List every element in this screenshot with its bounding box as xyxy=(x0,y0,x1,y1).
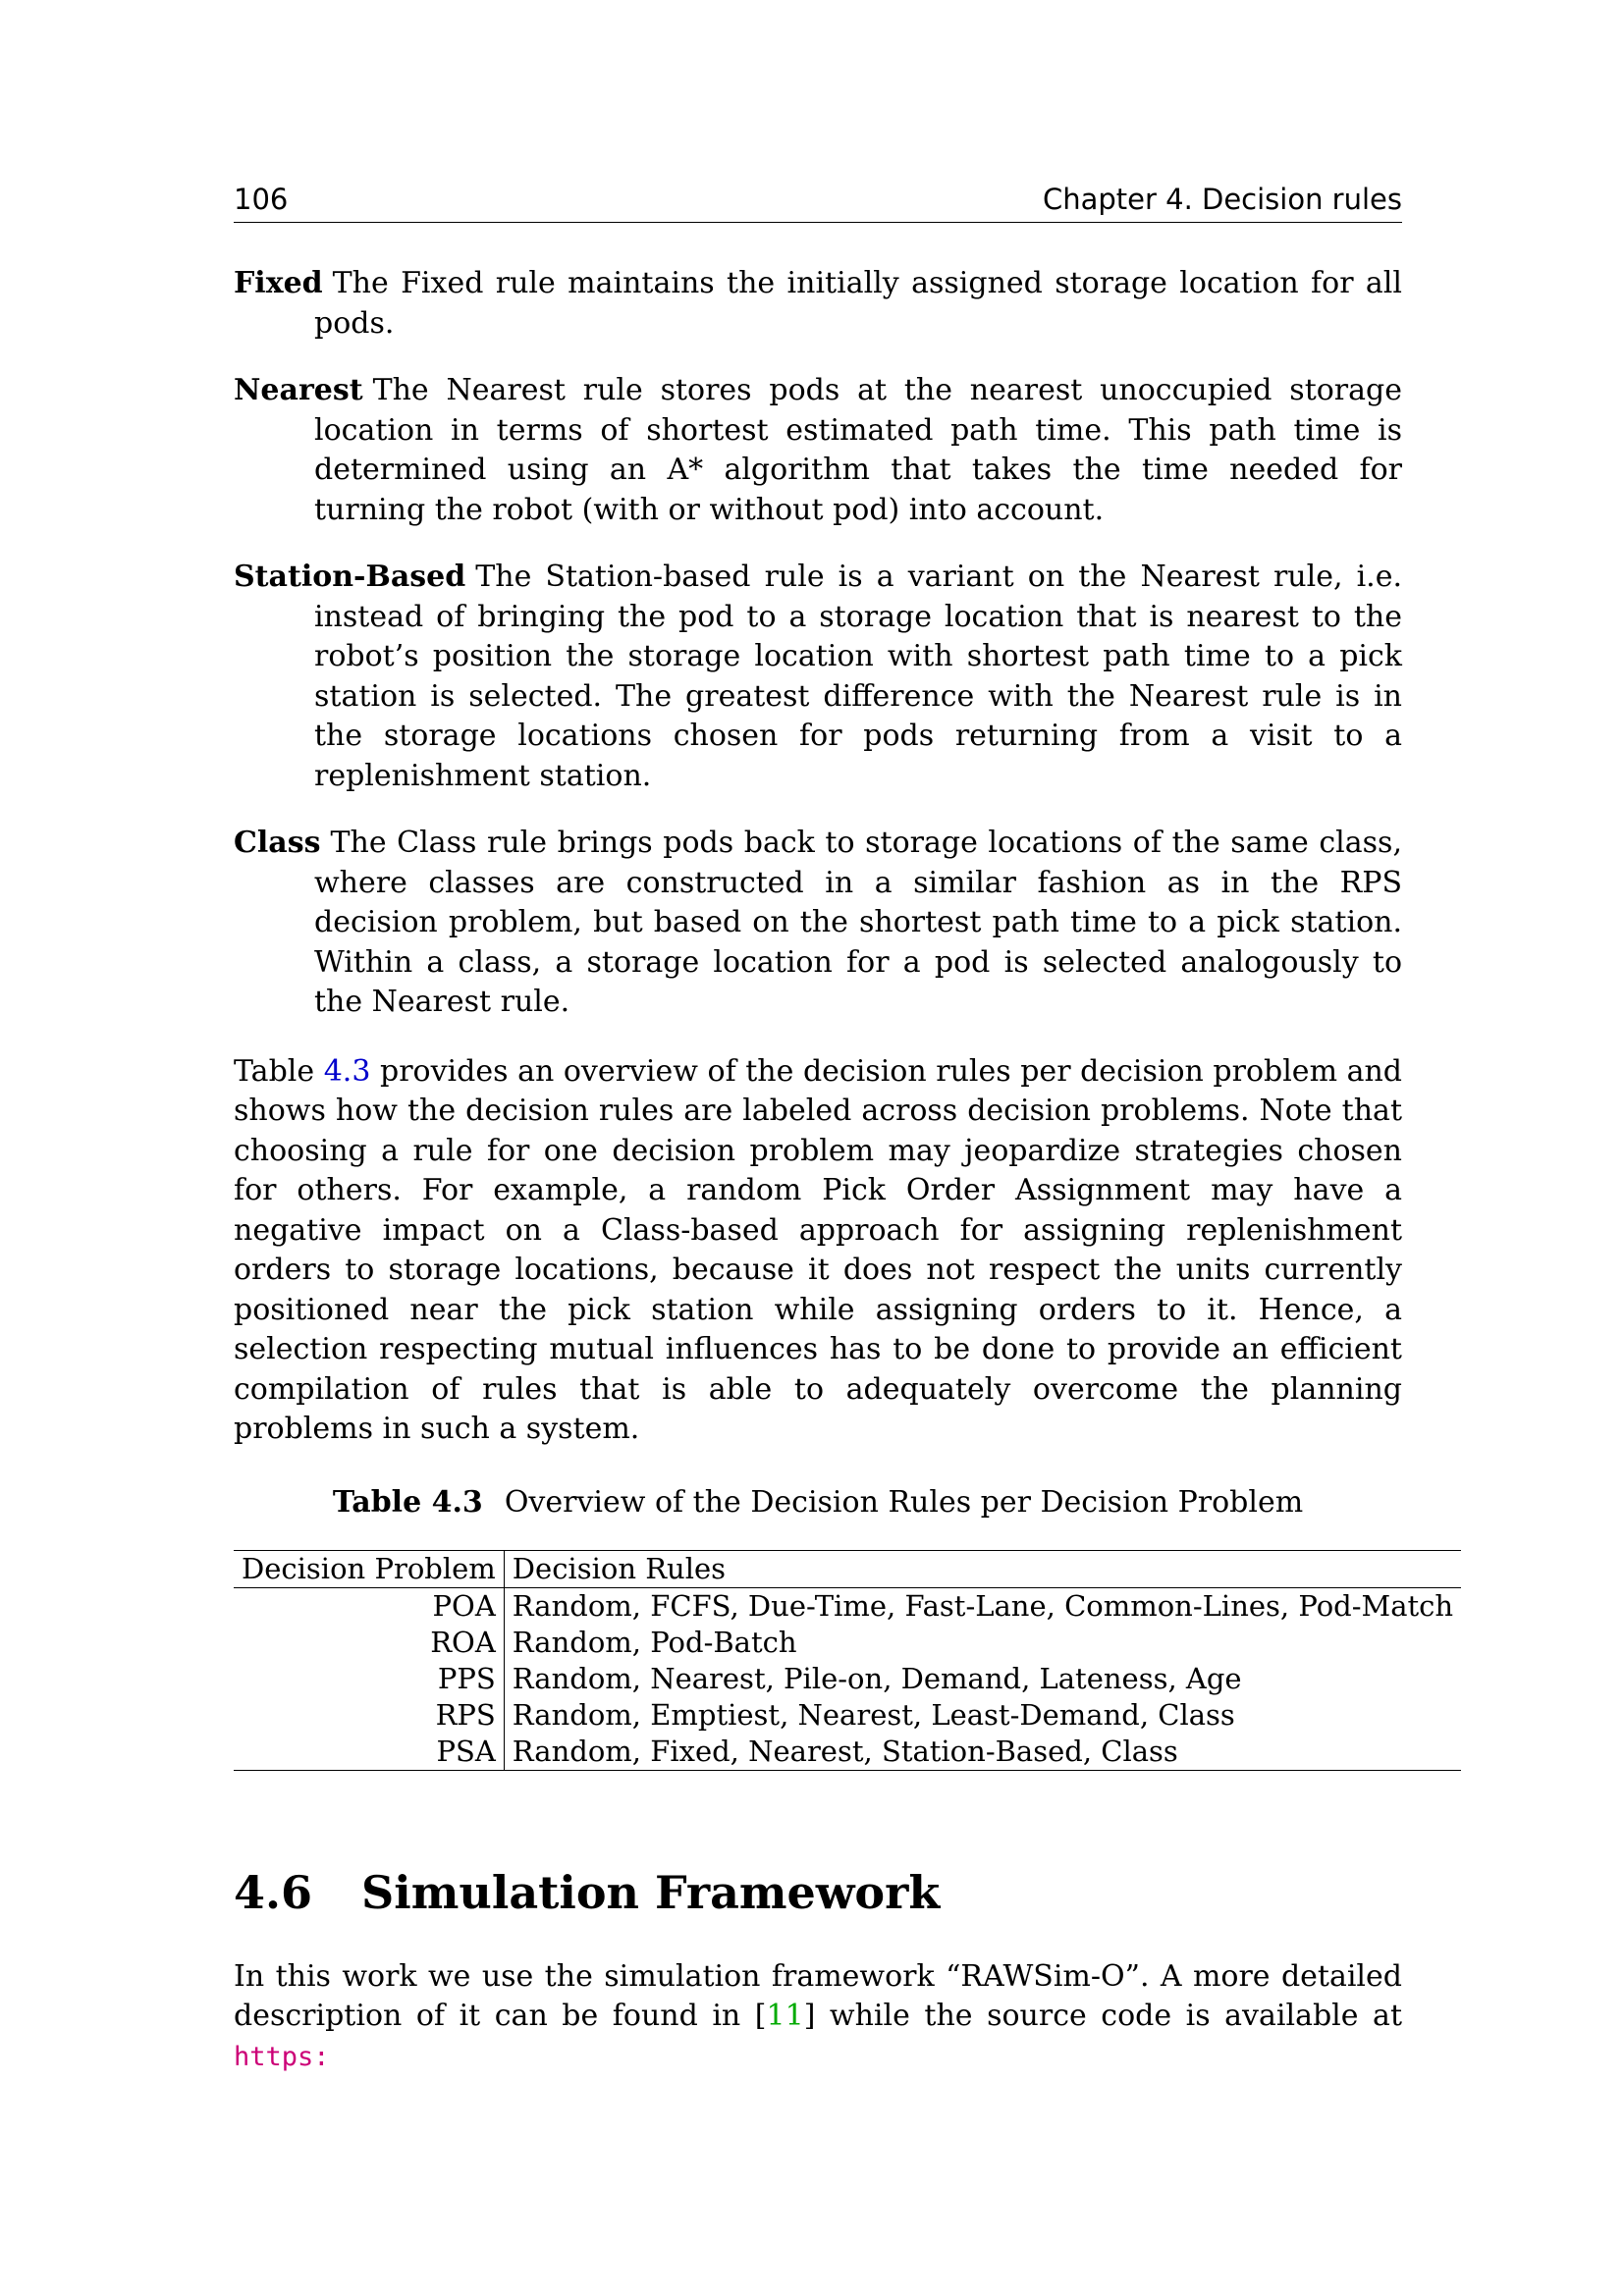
page xyxy=(234,183,1454,2107)
running-header xyxy=(234,183,1402,223)
definition-term: Station-Based xyxy=(234,560,466,594)
table-header-row xyxy=(234,1550,1461,1587)
problem-cell: ROA xyxy=(234,1625,504,1661)
definition-class xyxy=(234,824,1402,1023)
definition-nearest xyxy=(234,371,1402,530)
section-title: Simulation Framework xyxy=(361,1865,941,1919)
definition-term: Nearest xyxy=(234,373,363,407)
table-caption-text: Overview of the Decision Rules per Decision Problem xyxy=(504,1484,1304,1520)
section-text-before: In this work we use the simulation framework “RAWSim-O”. A more detailed description of it can be found in [ xyxy=(234,1958,1402,2034)
chapter-title: Chapter 4. Decision rules xyxy=(1042,183,1402,216)
problem-cell: RPS xyxy=(234,1697,504,1734)
column-header-rules: Decision Rules xyxy=(512,1551,727,1585)
section-heading xyxy=(234,1865,1402,1920)
table-row xyxy=(234,1734,1461,1771)
problem-cell: PPS xyxy=(234,1661,504,1697)
table-row xyxy=(234,1661,1461,1697)
rules-cell: Random, Emptiest, Nearest, Least-Demand, Class xyxy=(512,1697,1235,1732)
table-reference-link[interactable]: 4.3 xyxy=(323,1053,371,1089)
column-header-problem: Decision Problem xyxy=(234,1550,504,1587)
rules-cell: Random, Fixed, Nearest, Station-Based, Class xyxy=(512,1734,1178,1768)
citation-link[interactable]: 11 xyxy=(766,1999,804,2034)
page-number: 106 xyxy=(234,183,289,216)
section-text-after: ] while the source code is available at xyxy=(803,1999,1402,2034)
decision-rules-table xyxy=(234,1550,1461,1771)
problem-cell: POA xyxy=(234,1587,504,1625)
table-row xyxy=(234,1625,1461,1661)
definition-text: The Fixed rule maintains the initially assigned storage location for all pods. xyxy=(314,266,1402,341)
rules-cell: Random, Nearest, Pile-on, Demand, Lateness, Age xyxy=(512,1661,1242,1695)
table-row xyxy=(234,1587,1461,1625)
problem-cell: PSA xyxy=(234,1734,504,1771)
overview-paragraph xyxy=(234,1052,1402,1450)
overview-text: provides an overview of the decision rules per decision problem and shows how the decision rules are labeled across decision problems. Note that choosing a rule for one decision problem may jeopardize strategies chosen for others. For example, a random Pick Order Assignment may have a negative impact on a Class-based approach for assigning replenishment orders to storage locations, because it does not respect the units currently positioned near the pick station while assigning orders to it. Hence, a selection respecting mutual influences has to be done to provide an efficient compilation of rules that is able to adequately overcome the planning problems in such a system. xyxy=(234,1053,1402,1446)
definition-text: The Class rule brings pods back to storage locations of the same class, where classes are constructed in a similar fashion as in the RPS decision problem, but based on the shortest path time to a pick station. Within a class, a storage location for a pod is selected analogously to the Nearest rule. xyxy=(314,826,1402,1019)
table-caption xyxy=(234,1483,1402,1522)
rules-cell: Random, Pod-Batch xyxy=(512,1625,797,1659)
decision-rule-definitions xyxy=(234,264,1402,1023)
definition-fixed xyxy=(234,264,1402,344)
table-row xyxy=(234,1697,1461,1734)
section-number: 4.6 xyxy=(234,1865,313,1919)
rules-cell: Random, FCFS, Due-Time, Fast-Lane, Common-Lines, Pod-Match xyxy=(512,1588,1454,1623)
overview-prefix: Table xyxy=(234,1053,324,1089)
definition-text: The Station-based rule is a variant on the Nearest rule, i.e. instead of bringing the pod to a storage location that is nearest to the robot’s position the storage location with shortest path time to a pick station is selected. The greatest difference with the Nearest rule is in the storage locations chosen for pods returning from a visit to a replenishment station. xyxy=(314,560,1402,793)
definition-text: The Nearest rule stores pods at the nearest unoccupied storage location in terms of shortest estimated path time. This path time is determined using an A* algorithm that takes the time needed for turning the robot (with or without pod) into account. xyxy=(314,373,1402,527)
definition-term: Class xyxy=(234,826,321,860)
definition-station-based xyxy=(234,558,1402,796)
table-caption-label: Table 4.3 xyxy=(332,1484,483,1520)
definition-term: Fixed xyxy=(234,266,323,300)
source-code-url-link[interactable]: https: xyxy=(234,2041,330,2072)
section-paragraph xyxy=(234,1957,1402,2078)
